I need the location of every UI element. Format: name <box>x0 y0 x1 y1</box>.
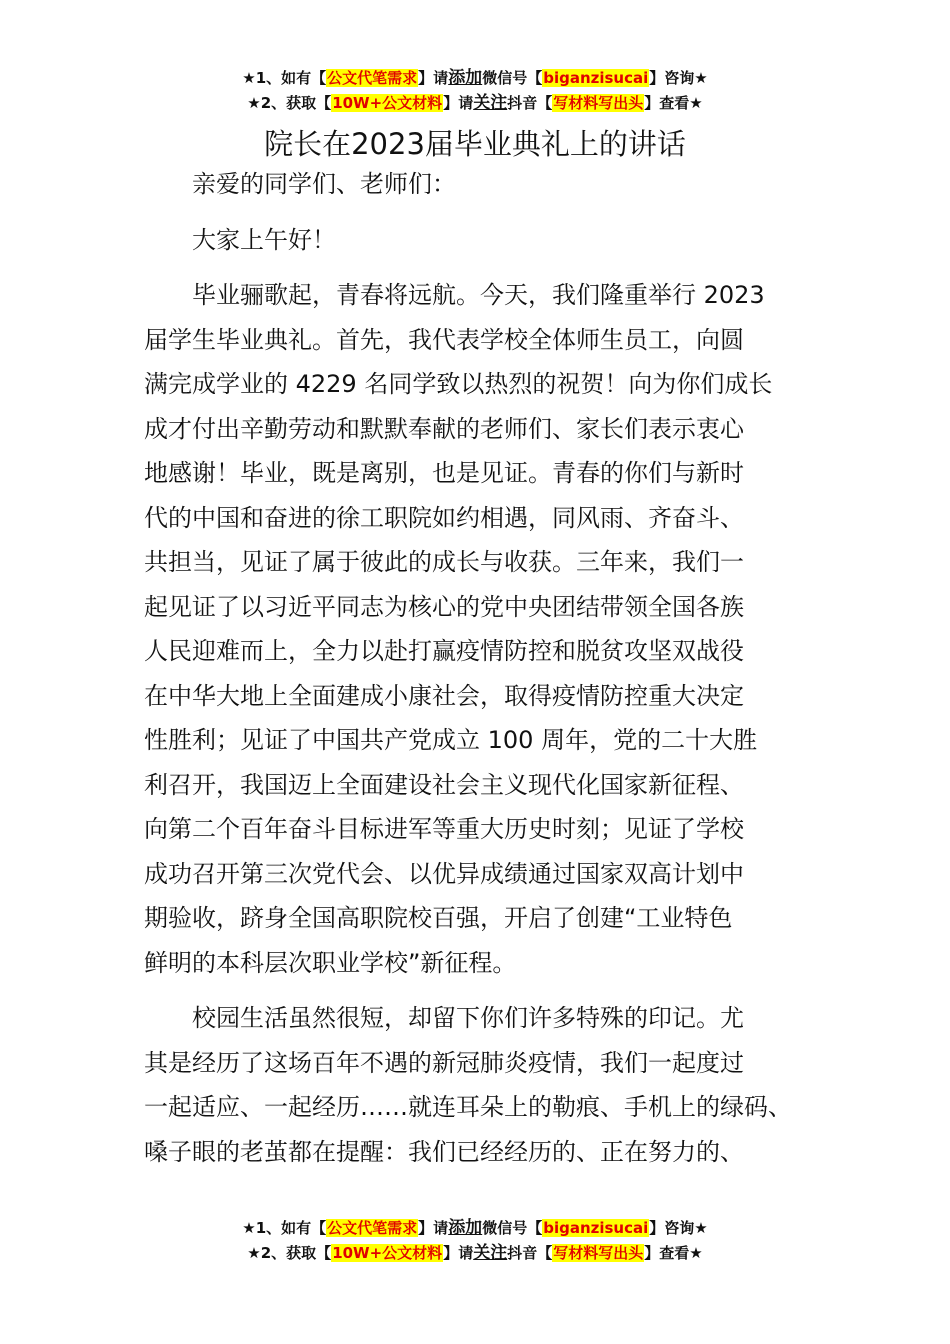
banner-text: 抖音【 <box>507 1244 553 1262</box>
banner-text: ★2、获取【 <box>247 94 332 112</box>
paragraph-line: 人民迎难而上，全力以赴打赢疫情防控和脱贫攻坚双战役 <box>144 637 744 665</box>
paragraph-line: 校园生活虽然很短，却留下你们许多特殊的印记。尤 <box>192 1004 744 1032</box>
paragraph-line: 成才付出辛勤劳动和默默奉献的老师们、家长们表示衷心 <box>144 414 744 443</box>
banner-underlined-text: 关注 <box>473 1243 508 1263</box>
banner-underlined-text: 添加 <box>448 68 483 88</box>
paragraph-line: 满完成学业的 4229 名同学致以热烈的祝贺！向为你们成长 <box>144 370 773 398</box>
paragraph-line: 一起适应、一起经历……就连耳朵上的勒痕、手机上的绿码、 <box>144 1093 792 1121</box>
banner-text: ★2、获取【 <box>247 1244 332 1262</box>
banner-line-2 <box>0 1241 950 1266</box>
paragraph-line: 起见证了以习近平同志为核心的党中央团结带领全国各族 <box>144 592 744 621</box>
banner-text: ★1、如有【 <box>242 69 327 87</box>
paragraph-1 <box>144 273 808 985</box>
banner-highlight: 10W+公文材料 <box>332 94 443 112</box>
paragraph-line: 其是经历了这场百年不遇的新冠肺炎疫情，我们一起度过 <box>144 1048 744 1077</box>
banner-highlight: 公文代笔需求 <box>327 1219 418 1237</box>
banner-line-1 <box>0 66 950 91</box>
footer-promo-banner <box>0 1216 950 1266</box>
paragraph-line: 嗓子眼的老茧都在提醒：我们已经经历的、正在努力的、 <box>144 1137 744 1166</box>
banner-highlight: 公文代笔需求 <box>327 69 418 87</box>
banner-highlight-douyin-id: 写材料写出头 <box>553 94 644 112</box>
paragraph-line: 利召开，我国迈上全面建设社会主义现代化国家新征程、 <box>144 770 744 799</box>
banner-highlight: 10W+公文材料 <box>332 1244 443 1262</box>
banner-line-1 <box>0 1216 950 1241</box>
banner-text: 】请 <box>418 1219 449 1237</box>
paragraph-line: 性胜利；见证了中国共产党成立 100 周年，党的二十大胜 <box>144 726 758 754</box>
banner-underlined-text: 添加 <box>448 1218 483 1238</box>
paragraph-line: 地感谢！毕业，既是离别，也是见证。青春的你们与新时 <box>144 459 744 487</box>
banner-text: ★1、如有【 <box>242 1219 327 1237</box>
banner-underlined-text: 关注 <box>473 93 508 113</box>
banner-text: 】咨询★ <box>649 69 708 87</box>
paragraph-2 <box>144 996 808 1174</box>
paragraph-line: 毕业骊歌起，青春将远航。今天，我们隆重举行 2023 <box>192 281 765 309</box>
document-body <box>144 162 808 1174</box>
paragraph-line: 代的中国和奋进的徐工职院如约相遇，同风雨、齐奋斗、 <box>144 503 744 532</box>
banner-text: 微信号【 <box>482 1219 543 1237</box>
paragraph-line: 共担当，见证了属于彼此的成长与收获。三年来，我们一 <box>144 548 744 576</box>
paragraph-line: 在中华大地上全面建成小康社会，取得疫情防控重大决定 <box>144 681 744 710</box>
document-title: 院长在2023届毕业典礼上的讲话 <box>264 127 686 161</box>
banner-text: 】请 <box>443 1244 474 1262</box>
greeting: 大家上午好！ <box>192 225 336 254</box>
banner-line-2 <box>0 91 950 116</box>
banner-text: 】请 <box>418 69 449 87</box>
banner-highlight-wechat-id: biganzisucai <box>543 1219 649 1237</box>
banner-text: 】查看★ <box>644 1244 703 1262</box>
banner-text: 】查看★ <box>644 94 703 112</box>
paragraph-line: 鲜明的本科层次职业学校”新征程。 <box>144 948 517 977</box>
banner-text: 】咨询★ <box>649 1219 708 1237</box>
banner-text: 】请 <box>443 94 474 112</box>
header-promo-banner <box>0 66 950 116</box>
salutation: 亲爱的同学们、老师们： <box>192 170 456 198</box>
paragraph-line: 届学生毕业典礼。首先，我代表学校全体师生员工，向圆 <box>144 325 744 354</box>
paragraph-line: 成功召开第三次党代会、以优异成绩通过国家双高计划中 <box>144 859 744 888</box>
banner-text: 微信号【 <box>482 69 543 87</box>
banner-text: 抖音【 <box>507 94 553 112</box>
paragraph-line: 期验收，跻身全国高职院校百强，开启了创建“工业特色 <box>144 904 733 932</box>
paragraph-line: 向第二个百年奋斗目标进军等重大历史时刻；见证了学校 <box>144 815 744 843</box>
banner-highlight-wechat-id: biganzisucai <box>543 69 649 87</box>
banner-highlight-douyin-id: 写材料写出头 <box>553 1244 644 1262</box>
